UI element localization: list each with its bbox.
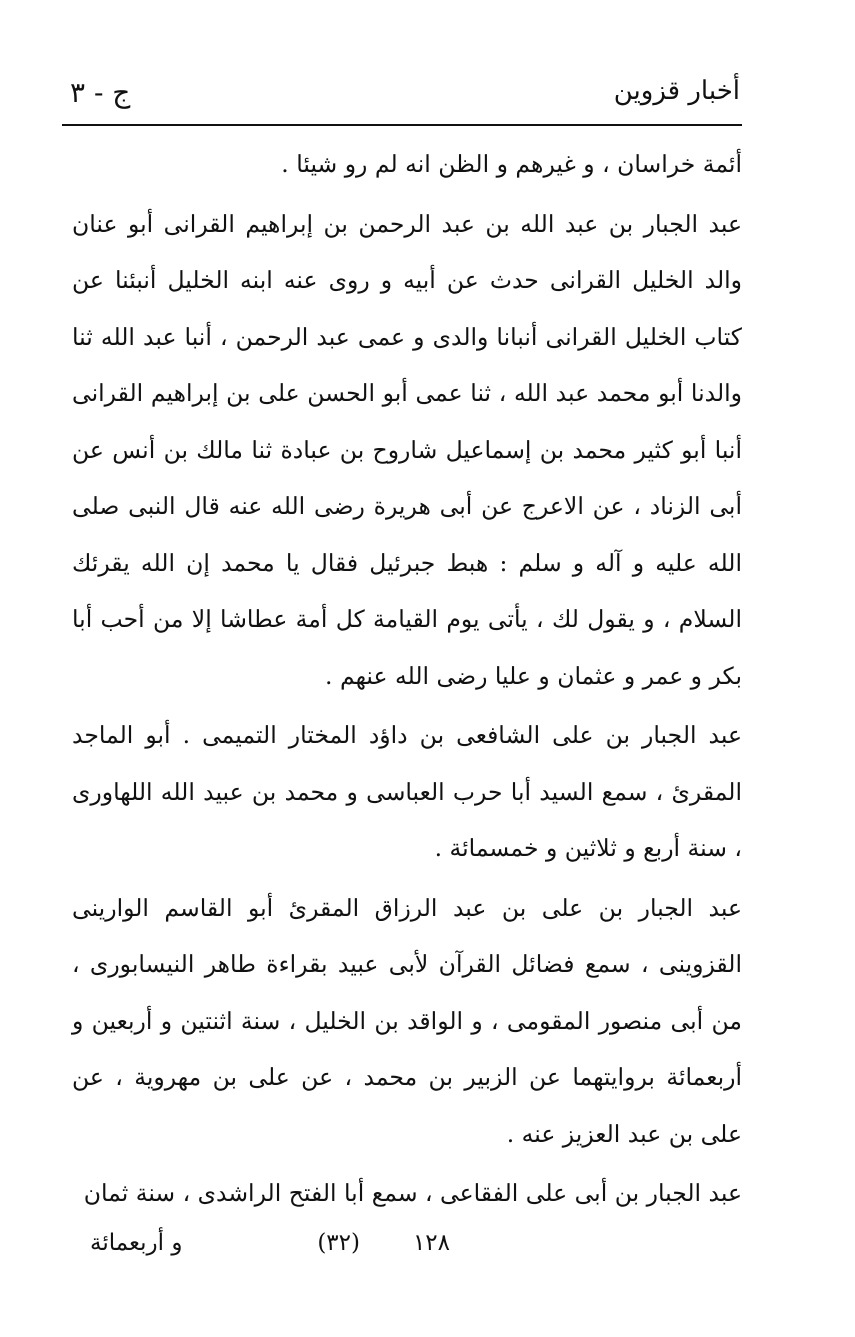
volume-number: ج - ٣ [70, 76, 131, 109]
signature-mark: (٣٢) [317, 1230, 360, 1256]
catchword: و أربعمائة [90, 1230, 183, 1256]
page-footer [70, 1230, 750, 1270]
running-header [60, 72, 740, 116]
page-number: ١٢٨ [412, 1230, 450, 1256]
paragraph: عبد الجبار بن على بن عبد الرزاق المقرئ أبو القاسم الوارينى القزوينى ، سمع فضائل القرآن لأبى عبيد بقراءة طاهر النيسابورى ، من أبى منصور المقومى ، و الواقد بن الخليل ، سنة اثنتين و أربعين و أربعمائة بروايتهما عن الزبير بن محمد ، عن على بن مهروية ، عن على بن عبد العزيز عنه . [72, 893, 742, 1148]
page-body [72, 136, 742, 1222]
paragraph: عبد الجبار بن أبى على الفقاعى ، سمع أبا الفتح الراشدى ، سنة ثمان [83, 1179, 742, 1207]
book-title: أخبار قزوين [613, 76, 740, 106]
paragraph: أئمة خراسان ، و غيرهم و الظن انه لم رو شيئا . [281, 150, 742, 178]
paragraph: عبد الجبار بن على الشافعى بن داؤد المختار التميمى . أبو الماجد المقرئ ، سمع السيد أبا حرب العباسى و محمد بن عبيد الله اللهاورى ، سنة أربع و ثلاثين و خمسمائة . [72, 721, 742, 862]
header-rule [62, 124, 742, 126]
paragraph: عبد الجبار بن عبد الله بن عبد الرحمن بن إبراهيم القرانى أبو عنان والد الخليل القرانى حدث عن أبيه و روى عنه ابنه الخليل أنبئنا عن كتاب الخليل القرانى أنبانا والدى و عمى عبد الرحمن ، أنبا عبد الله ثنا والدنا أبو محمد عبد الله ، ثنا عمى أبو الحسن على بن إبراهيم القرانى أنبا أبو كثير محمد بن إسماعيل شاروح بن عبادة ثنا مالك بن أنس عن أبى الزناد ، عن الاعرج عن أبى هريرة رضى الله عنه قال النبى صلى الله عليه و آله و سلم : هبط جبرئيل فقال يا محمد إن الله يقرئك السلام ، و يقول لك ، يأتى يوم القيامة كل أمة عطاشا إلا من أحب أبا بكر و عمر و عثمان و عليا رضى الله عنهم . [72, 209, 742, 690]
